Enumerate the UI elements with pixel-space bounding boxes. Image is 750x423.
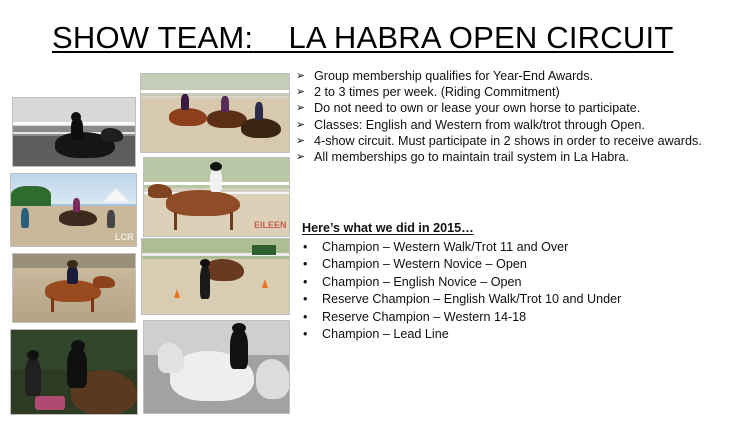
arrow-bullet-icon: ➢ [296, 86, 306, 99]
arrow-bullet-icon: ➢ [296, 134, 306, 147]
result-item [302, 309, 621, 326]
photo-western-rider [12, 253, 136, 323]
results-list [302, 239, 621, 343]
result-item [302, 291, 621, 308]
photo-bw-rider [12, 97, 136, 167]
result-item [302, 274, 621, 291]
highlights-list [296, 68, 744, 165]
result-text: Champion – Western Walk/Trot 11 and Over [322, 240, 569, 254]
highlight-text: Group membership qualifies for Year-End Awards. [314, 69, 594, 83]
result-item [302, 239, 621, 256]
photo-grey-horse [143, 320, 290, 414]
highlight-item [296, 100, 744, 116]
arrow-bullet-icon: ➢ [296, 70, 306, 82]
highlight-item [296, 84, 744, 100]
result-text: Champion – Western Novice – Open [322, 257, 527, 272]
highlight-item [296, 117, 744, 133]
photo-arena-walk [140, 73, 290, 153]
photo-arena-group [10, 173, 137, 247]
arrow-bullet-icon: ➢ [296, 151, 306, 164]
results-heading: Here’s what we did in 2015… [302, 221, 474, 235]
photo-trail-course [141, 238, 290, 315]
highlight-item [296, 149, 744, 165]
dot-bullet-icon: • [303, 327, 308, 342]
result-text: Champion – English Novice – Open [322, 274, 522, 289]
result-text: Reserve Champion – Western 14-18 [322, 309, 527, 324]
arrow-bullet-icon: ➢ [296, 102, 306, 115]
title-prefix: SHOW TEAM: [52, 20, 254, 55]
photo-watermark: LCR [115, 232, 134, 242]
dot-bullet-icon: • [303, 292, 308, 307]
highlight-text: 4-show circuit. Must participate in 2 shows in order to receive awards. [314, 133, 702, 148]
highlight-text: 2 to 3 times per week. (Riding Commitment) [314, 85, 560, 100]
dot-bullet-icon: • [303, 309, 308, 324]
dot-bullet-icon: • [303, 274, 308, 289]
result-text: Champion – Lead Line [322, 327, 449, 342]
highlight-item [296, 133, 744, 149]
dot-bullet-icon: • [303, 257, 308, 272]
photo-barn-ride [143, 157, 290, 237]
photo-lead-line [10, 329, 138, 415]
highlight-text: All memberships go to maintain trail system in La Habra. [314, 150, 629, 165]
dot-bullet-icon: • [303, 240, 308, 254]
photo-watermark: EILEEN [254, 220, 287, 230]
result-item [302, 256, 621, 273]
highlight-text: Classes: English and Western from walk/trot through Open. [314, 117, 645, 132]
highlight-text: Do not need to own or lease your own horse to participate. [314, 101, 641, 116]
page-title [52, 20, 674, 56]
result-text: Reserve Champion – English Walk/Trot 10 and Under [322, 292, 622, 307]
title-name: LA HABRA OPEN CIRCUIT [288, 20, 674, 55]
highlight-item [296, 68, 744, 84]
arrow-bullet-icon: ➢ [296, 118, 306, 131]
result-item [302, 326, 621, 343]
